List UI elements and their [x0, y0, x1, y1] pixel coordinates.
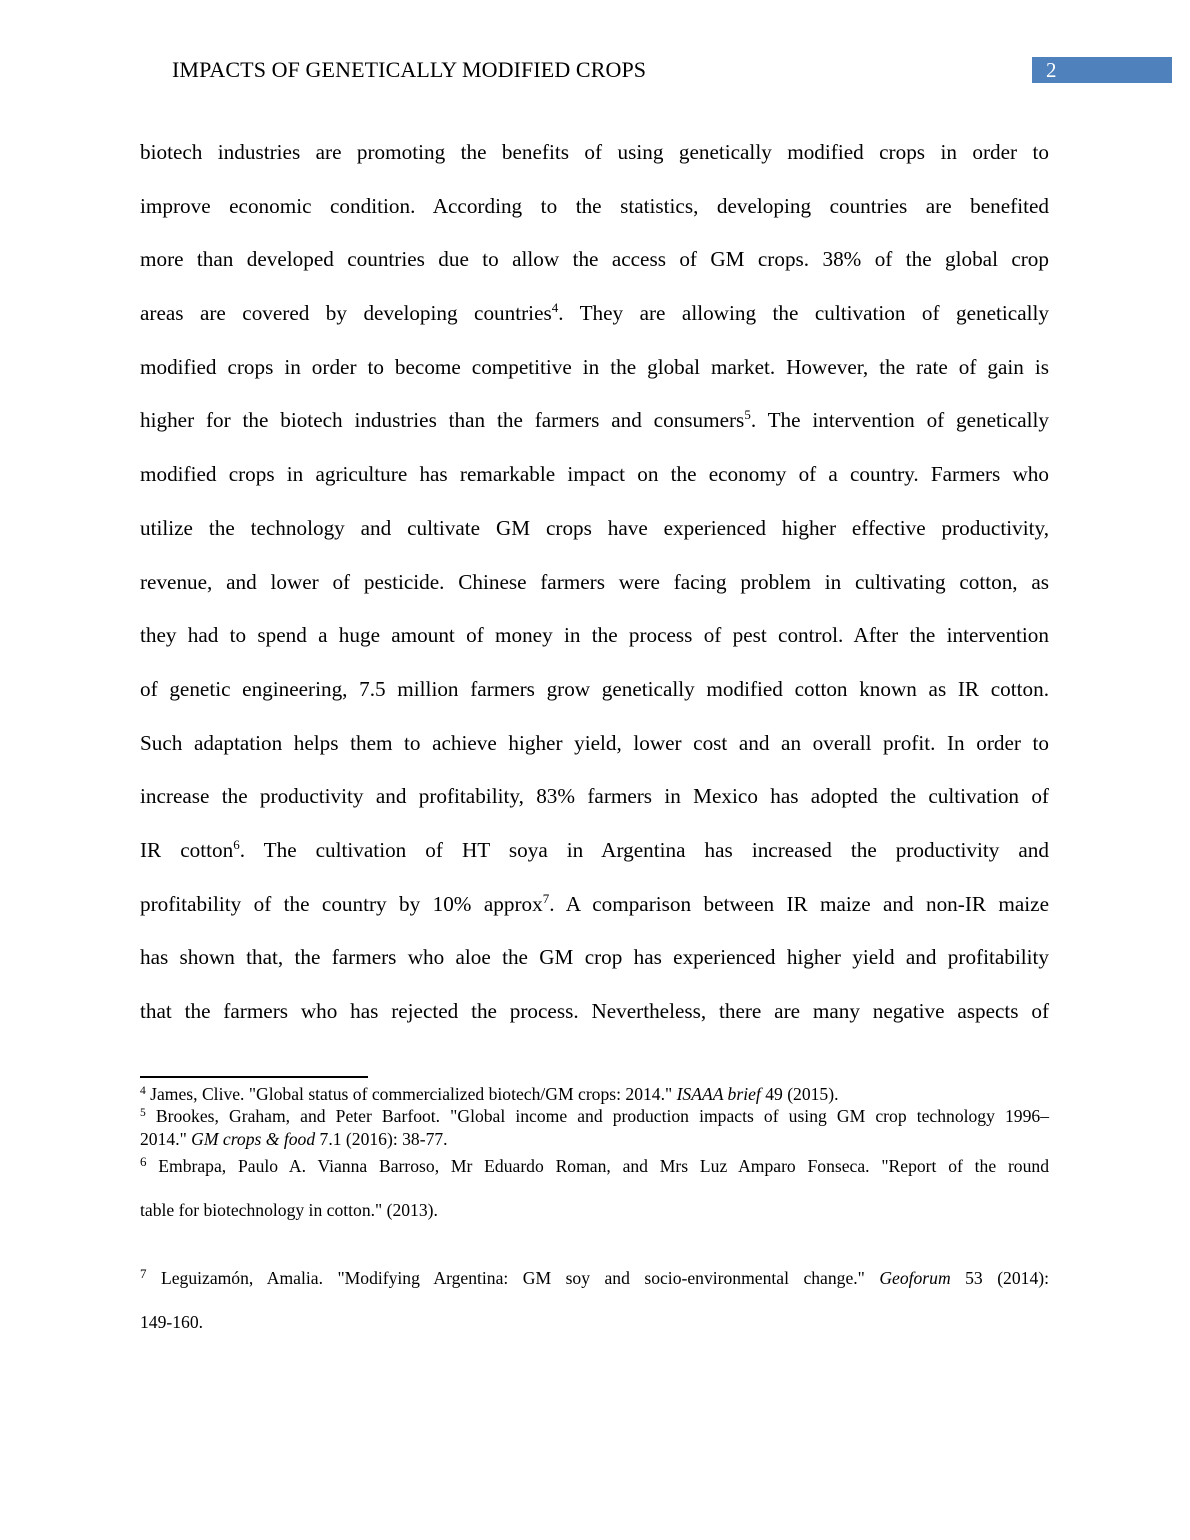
footnote-reference[interactable]: 5 — [744, 407, 751, 423]
footnote-5 — [140, 1105, 1049, 1151]
footnote-7 — [140, 1264, 1049, 1352]
footnote-line — [140, 1083, 1049, 1105]
body-line: increase the productivity and profitability, 83% farmers in Mexico has adopted the cultivation of — [140, 784, 1049, 809]
footnote-6 — [140, 1152, 1049, 1240]
footnote-reference[interactable]: 4 — [551, 300, 559, 316]
footnote-text: 53 (2014): — [950, 1268, 1049, 1288]
footnote-mark: 7 — [140, 1266, 147, 1281]
footnote-line — [140, 1152, 1049, 1180]
body-paragraph — [140, 126, 1049, 1039]
page-number-box — [1032, 57, 1172, 83]
footnote-text: Leguizamón, Amalia. "Modifying Argentina: GM soy and socio-environmental change." — [146, 1268, 880, 1288]
body-line — [140, 394, 1049, 448]
body-line — [140, 287, 1049, 341]
footnote-line — [140, 1105, 1049, 1128]
footnote-reference[interactable]: 6 — [233, 836, 240, 852]
body-text-run: . A comparison between IR maize and non-IR maize — [549, 891, 1049, 916]
footnote-mark: 4 — [140, 1085, 146, 1097]
footnote-line — [140, 1264, 1049, 1292]
body-line: improve economic condition. According to the statistics, developing countries are benefited — [140, 193, 1049, 218]
body-text-run: . They are allowing the cultivation of genetically — [558, 301, 1049, 326]
body-line: modified crops in order to become competitive in the global market. However, the rate of gain is — [140, 354, 1049, 379]
footnote-text: 7.1 (2016): 38-77. — [315, 1129, 448, 1149]
body-line: revenue, and lower of pesticide. Chinese farmers were facing problem in cultivating cotton, as — [140, 569, 1049, 594]
footnote-reference[interactable]: 7 — [542, 890, 550, 906]
footnote-text: Embrapa, Paulo A. Vianna Barroso, Mr Eduardo Roman, and Mrs Luz Amparo Fonseca. "Report of the round — [146, 1156, 1049, 1176]
body-line: has shown that, the farmers who aloe the GM crop has experienced higher yield and profitability — [140, 945, 1049, 970]
footnote-mark: 5 — [140, 1107, 146, 1119]
footnote-text: 2014." — [140, 1129, 192, 1149]
body-line: of genetic engineering, 7.5 million farmers grow genetically modified cotton known as IR cotton. — [140, 676, 1049, 701]
footnote-text: 49 (2015). — [760, 1084, 839, 1104]
body-line: biotech industries are promoting the benefits of using genetically modified crops in order to — [140, 140, 1049, 164]
body-line: more than developed countries due to allow the access of GM crops. 38% of the global crop — [140, 247, 1049, 272]
footnote-journal: ISAAA brief — [676, 1084, 761, 1104]
body-text-run: IR cotton — [140, 837, 234, 862]
running-head: IMPACTS OF GENETICALLY MODIFIED CROPS — [172, 57, 647, 82]
footnote-text: Brookes, Graham, and Peter Barfoot. "Global income and production impacts of using GM crop technology 1996– — [145, 1106, 1049, 1126]
body-line: they had to spend a huge amount of money in the process of pest control. After the intervention — [140, 623, 1049, 648]
body-line — [140, 878, 1049, 932]
body-text-run: . The cultivation of HT soya in Argentina has increased the productivity and — [239, 837, 1049, 862]
footnote-line: 149-160. — [140, 1312, 204, 1332]
footnote-line — [140, 1128, 1049, 1151]
body-line — [140, 824, 1049, 878]
footnote-mark: 6 — [140, 1154, 147, 1169]
body-line: Such adaptation helps them to achieve higher yield, lower cost and an overall profit. In order to — [140, 730, 1049, 755]
body-text-run: higher for the biotech industries than the farmers and consumers — [140, 408, 745, 433]
page-number: 2 — [1046, 58, 1057, 82]
footnote-journal: GM crops & food — [191, 1129, 316, 1149]
footnote-journal: Geoforum — [879, 1268, 951, 1288]
body-line: utilize the technology and cultivate GM crops have experienced higher effective productivity, — [140, 515, 1049, 540]
body-text-run: profitability of the country by 10% approx — [140, 891, 543, 916]
footnote-separator — [140, 1076, 368, 1078]
footnote-text: James, Clive. "Global status of commercialized biotech/GM crops: 2014." — [145, 1084, 677, 1104]
body-text-run: areas are covered by developing countries — [140, 301, 552, 326]
body-line: modified crops in agriculture has remarkable impact on the economy of a country. Farmers who — [140, 462, 1049, 487]
footnote-4 — [140, 1083, 1049, 1105]
body-text-run: . The intervention of genetically — [750, 408, 1049, 433]
body-line: that the farmers who has rejected the process. Nevertheless, there are many negative aspects of — [140, 999, 1049, 1023]
footnote-line: table for biotechnology in cotton." (2013). — [140, 1200, 438, 1220]
